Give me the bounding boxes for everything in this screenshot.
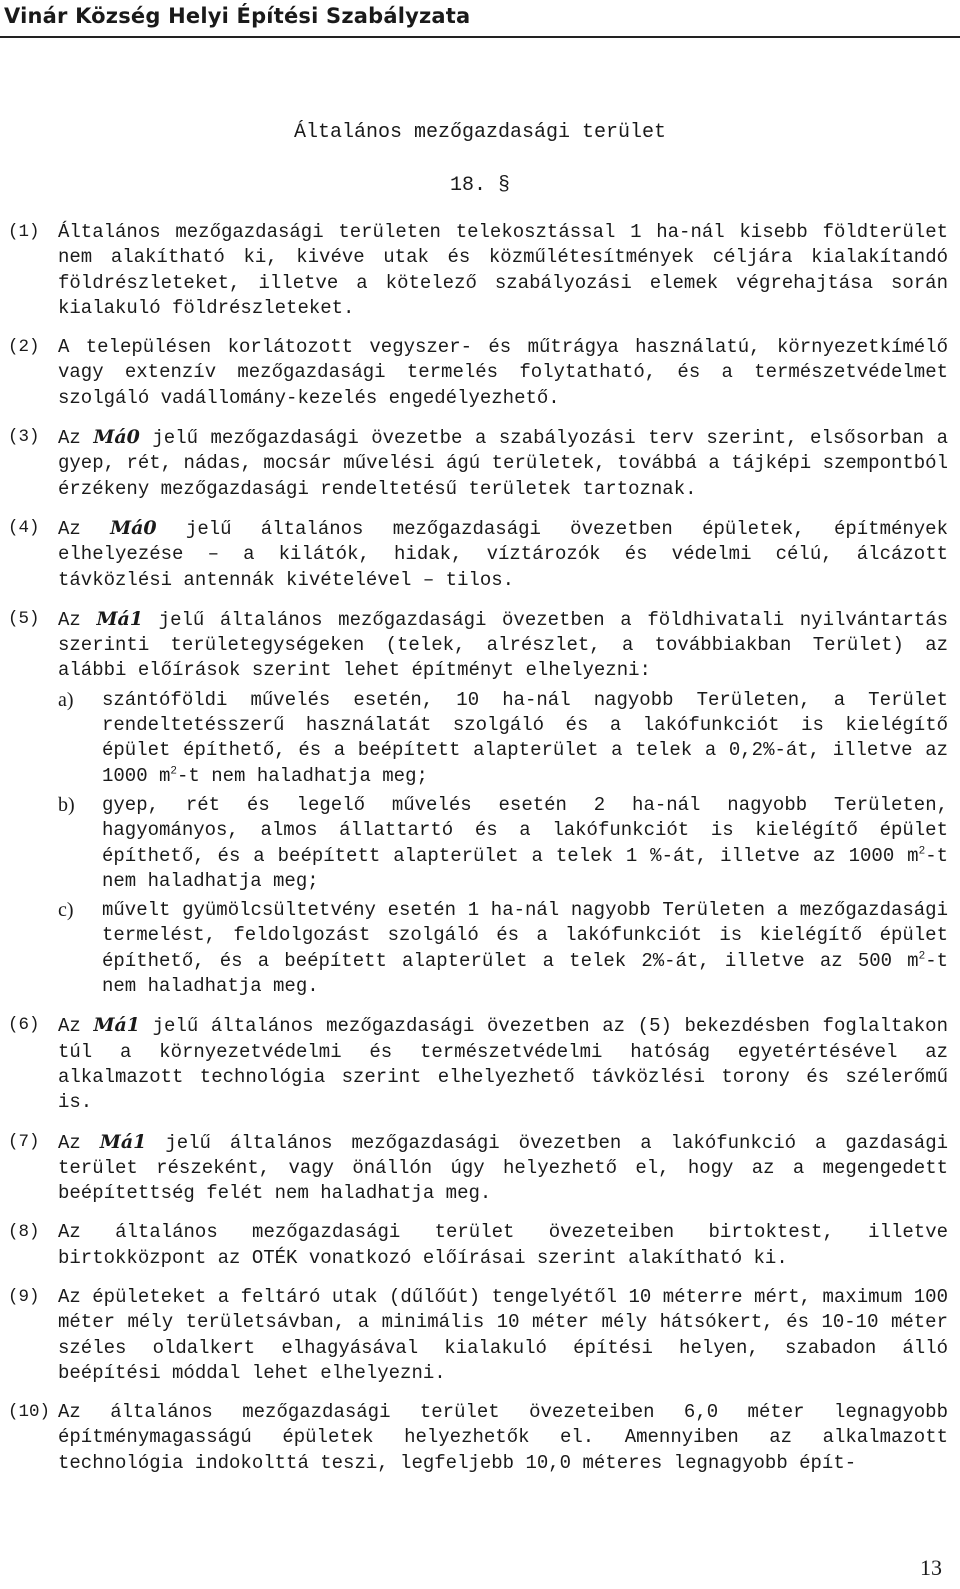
paragraph-9 xyxy=(8,1285,948,1386)
list-item-b xyxy=(58,793,948,894)
paragraph-5 xyxy=(8,607,948,999)
list-item-letter: c) xyxy=(58,899,74,922)
paragraph-2 xyxy=(8,335,948,411)
paragraph-4 xyxy=(8,516,948,593)
document-body xyxy=(8,220,948,1476)
paragraph-number: (1) xyxy=(8,222,40,242)
page-number: 13 xyxy=(920,1555,942,1580)
paragraph-number: (10) xyxy=(8,1402,51,1423)
zone-code: Má1 xyxy=(96,607,144,630)
paragraph-text: Az épületeket a feltáró utak (dűlőút) tengelyétől 10 méterre mért, maximum 100 méter mély területsávban, a minimális 10 méter mély hátsókert, és 10-10 méter széles oldalkert elhagyásával kialakuló építési helyen, szabadon álló beépítési móddal lehet elhelyezni. xyxy=(58,1285,948,1384)
paragraph-8 xyxy=(8,1220,948,1271)
paragraph-text: Általános mezőgazdasági területen telekosztással 1 ha-nál kisebb földterület nem alakítható ki, kivéve utak és közműlétesítmények céljára kialakítandó földrészleteket, illetve a kötelező szabályozási elemek végrehajtása során kialakuló földrészleteket. xyxy=(58,221,948,319)
paragraph-6 xyxy=(8,1013,948,1115)
paragraph-number: (2) xyxy=(8,337,40,358)
text-body: jelű általános mezőgazdasági övezetben az (5) bekezdésben foglaltakon túl a környezetvédelmi és természetvédelmi hatóság egyetértésével az alkalmazott technológia szerint elhelyezhető távközlési torony és szélerőmű is. xyxy=(58,1015,948,1114)
paragraph-number: (3) xyxy=(8,427,40,448)
text-prefix: Az xyxy=(58,1131,100,1154)
text-body: jelű általános mezőgazdasági övezetben a lakófunkció a gazdasági terület részeként, vagy önállón úgy helyezhető el, hogy az a megengedett beépítettség felét nem haladhatja meg. xyxy=(58,1131,948,1205)
zone-code: Má1 xyxy=(93,1014,141,1037)
paragraph-7 xyxy=(8,1130,948,1207)
paragraph-number: (8) xyxy=(8,1222,40,1243)
section-title: Általános mezőgazdasági terület xyxy=(293,121,667,144)
list-item-letter: b) xyxy=(58,793,75,816)
text-prefix: Az xyxy=(58,1015,94,1038)
paragraph-text: Az általános mezőgazdasági terület övezeteiben 6,0 méter legnagyobb építménymagasságú épületek helyezhetők el. Amennyiben az alkalmazott technológia indokolttá teszi, legfeljebb 10,0 méteres legnagyobb épít- xyxy=(58,1401,948,1474)
paragraph-number: (5) xyxy=(8,608,40,629)
page-header xyxy=(0,0,960,38)
text-body: jelű általános mezőgazdasági övezetben a földhivatali nyilvántartás szerinti területegységeken (telek, alrészlet, a továbbiakban Terület) az alábbi előírások szerint lehet építményt elhelyezni: xyxy=(58,608,948,682)
paragraph-number: (7) xyxy=(8,1131,40,1152)
zone-code: Má0 xyxy=(110,516,157,539)
zone-code: Má1 xyxy=(99,1130,147,1153)
section-number: 18. § xyxy=(449,174,510,197)
paragraph-number: (4) xyxy=(8,517,40,538)
text-body: jelű általános mezőgazdasági övezetben épületek, építmények elhelyezése – a kilátók, hidak, víztározók és védelmi célú, álcázott távközlési antennák kivételével – tilos. xyxy=(58,517,948,591)
paragraph-number: (6) xyxy=(8,1015,40,1036)
list-item-text: gyep, rét és legelő művelés esetén 2 ha-nál nagyobb Területen, hagyományos, almos állattartó és a lakófunkciót is kielégítő épület építhető, és a beépített alapterület a telek 1 %-át, illetve az 1000 $m^2-t$ nem haladhatja meg; xyxy=(102,793,948,892)
paragraph-text xyxy=(58,1130,948,1207)
text-prefix: Az xyxy=(58,517,111,540)
list-item-a xyxy=(58,688,948,789)
text-body: jelű mezőgazdasági övezetbe a szabályozási terv szerint, elsősorban a gyep, rét, nádas, mocsár művelési ágú területek, továbbá a tájképi szempontból érzékeny mezőgazdasági rendeltetésű területek tartoznak. xyxy=(58,427,948,500)
list-item-text: szántóföldi művelés esetén, 10 ha-nál nagyobb Területen, a Terület rendeltetésszerű használatát szolgáló és a lakófunkciót is kielégítő épület építhető, és a beépített alapterület a telek a 0,2%-át, illetve az 1000 $m^2-t$ nem haladhatja meg; xyxy=(102,688,948,787)
text-prefix: Az xyxy=(58,608,97,631)
paragraph-number: (9) xyxy=(8,1286,40,1307)
paragraph-text xyxy=(58,425,948,502)
list-item-text: művelt gyümölcsültetvény esetén 1 ha-nál nagyobb Területen a mezőgazdasági termelést, feldolgozást szolgáló és a lakófunkciót is kielégítő épület építhető, és a beépített alapterület a telek 2%-át, illetve az 500 $m^2-t$ nem haladhatja meg. xyxy=(102,899,948,998)
paragraph-10 xyxy=(8,1400,948,1476)
paragraph-1 xyxy=(8,220,948,321)
paragraph-text xyxy=(58,1013,948,1115)
list-item-letter: a) xyxy=(58,688,74,711)
zone-code: Má0 xyxy=(93,426,140,449)
document-title: Vinár Község Helyi Építési Szabályzata xyxy=(4,4,471,28)
paragraph-text: Az általános mezőgazdasági terület övezeteiben birtoktest, illetve birtokközpont az OTÉK vonatkozó előírásai szerint alakítható ki. xyxy=(58,1221,948,1269)
list-item-c xyxy=(58,898,948,999)
paragraph-text xyxy=(58,516,948,593)
text-prefix: Az xyxy=(58,427,94,450)
paragraph-text: A településen korlátozott vegyszer- és műtrágya használatú, környezetkímélő vagy extenzív mezőgazdasági termelés folytatható, és a természetvédelmet szolgáló vadállomány-kezelés engedélyezhető. xyxy=(58,336,948,409)
paragraph-text xyxy=(58,607,948,999)
paragraph-3 xyxy=(8,425,948,502)
